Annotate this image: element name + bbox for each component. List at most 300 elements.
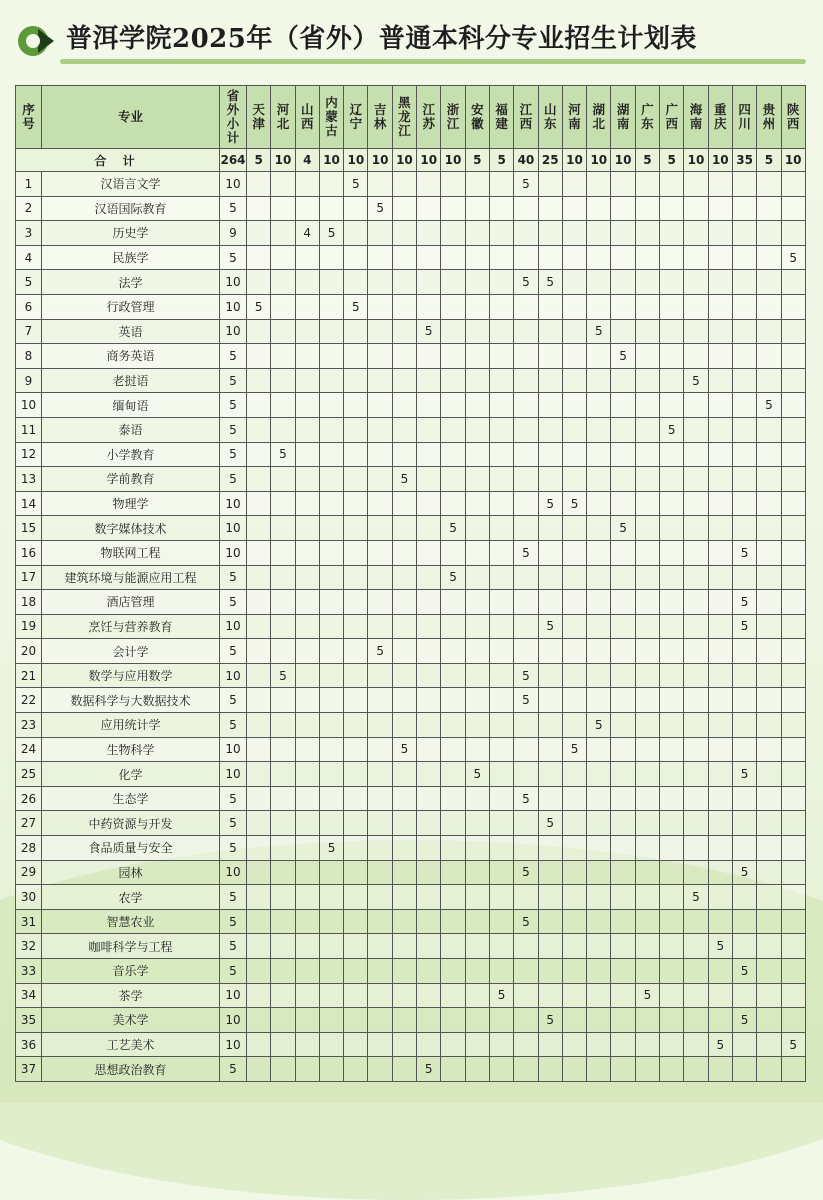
province-cell [489, 1032, 513, 1057]
province-cell [392, 319, 416, 344]
province-cell [271, 467, 295, 492]
province-cell [392, 491, 416, 516]
province-cell [441, 713, 465, 738]
province-cell [781, 565, 805, 590]
province-cell [344, 885, 368, 910]
row-major: 食品质量与安全 [42, 836, 220, 861]
page-header [0, 0, 823, 72]
row-index: 16 [16, 540, 42, 565]
row-index: 22 [16, 688, 42, 713]
province-cell [247, 860, 271, 885]
province-cell [781, 417, 805, 442]
province-cell [441, 442, 465, 467]
province-cell [392, 983, 416, 1008]
province-cell [247, 393, 271, 418]
province-cell [392, 344, 416, 369]
province-cell [611, 786, 635, 811]
row-major: 数学与应用数学 [42, 663, 220, 688]
province-cell [441, 639, 465, 664]
province-cell [441, 491, 465, 516]
province-cell: 5 [538, 614, 562, 639]
province-cell [441, 1057, 465, 1082]
header-province-text: 辽 宁 [349, 102, 363, 131]
province-cell: 5 [514, 909, 538, 934]
province-cell [489, 811, 513, 836]
province-cell [514, 737, 538, 762]
row-subtotal: 10 [220, 1008, 247, 1033]
header-province-text: 广 西 [665, 102, 678, 131]
province-cell [465, 639, 489, 664]
province-cell: 5 [732, 959, 756, 984]
province-cell [344, 565, 368, 590]
province-cell [684, 294, 708, 319]
header-province [587, 86, 611, 149]
total-province-cell: 10 [271, 149, 295, 172]
province-cell [660, 245, 684, 270]
province-cell [271, 196, 295, 221]
province-cell [587, 762, 611, 787]
province-cell: 5 [684, 368, 708, 393]
province-cell [368, 737, 392, 762]
province-cell [611, 614, 635, 639]
province-cell [562, 786, 586, 811]
province-cell [587, 688, 611, 713]
province-cell [660, 565, 684, 590]
table-row [16, 811, 806, 836]
province-cell [708, 221, 732, 246]
province-cell [732, 172, 756, 197]
province-cell [465, 688, 489, 713]
province-cell [489, 1008, 513, 1033]
province-cell: 5 [514, 786, 538, 811]
total-province-cell: 10 [611, 149, 635, 172]
province-cell [538, 909, 562, 934]
province-cell [708, 860, 732, 885]
province-cell: 5 [247, 294, 271, 319]
row-major: 智慧农业 [42, 909, 220, 934]
province-cell [660, 491, 684, 516]
row-subtotal: 5 [220, 565, 247, 590]
province-cell [660, 368, 684, 393]
province-cell [684, 983, 708, 1008]
province-cell [368, 368, 392, 393]
province-cell [562, 245, 586, 270]
province-cell: 5 [538, 811, 562, 836]
row-index: 13 [16, 467, 42, 492]
province-cell [562, 344, 586, 369]
province-cell [538, 540, 562, 565]
province-cell [295, 909, 319, 934]
province-cell [732, 786, 756, 811]
province-cell [392, 762, 416, 787]
table-row [16, 663, 806, 688]
province-cell [368, 1032, 392, 1057]
header-province [562, 86, 586, 149]
province-cell [538, 860, 562, 885]
province-cell [684, 540, 708, 565]
province-cell [781, 516, 805, 541]
province-cell [271, 172, 295, 197]
province-cell [514, 491, 538, 516]
province-cell [757, 245, 781, 270]
province-cell [732, 294, 756, 319]
province-cell [344, 467, 368, 492]
province-cell [708, 319, 732, 344]
province-cell [441, 614, 465, 639]
province-cell [514, 1032, 538, 1057]
province-cell [708, 294, 732, 319]
row-index: 6 [16, 294, 42, 319]
header-province [271, 86, 295, 149]
province-cell [489, 614, 513, 639]
row-subtotal: 5 [220, 442, 247, 467]
row-index: 23 [16, 713, 42, 738]
province-cell [708, 344, 732, 369]
row-major: 历史学 [42, 221, 220, 246]
total-province-cell: 10 [344, 149, 368, 172]
province-cell [247, 221, 271, 246]
province-cell [344, 1032, 368, 1057]
province-cell [368, 590, 392, 615]
header-province-text: 山 西 [300, 102, 314, 131]
province-cell [757, 368, 781, 393]
province-cell [708, 245, 732, 270]
total-label: 合 计 [16, 149, 220, 172]
province-cell [441, 540, 465, 565]
province-cell [660, 614, 684, 639]
province-cell [562, 639, 586, 664]
province-cell [781, 713, 805, 738]
header-province [295, 86, 319, 149]
province-cell [587, 196, 611, 221]
province-cell [417, 590, 441, 615]
province-cell [660, 393, 684, 418]
province-cell [489, 319, 513, 344]
table-row [16, 934, 806, 959]
row-subtotal: 5 [220, 467, 247, 492]
table-row [16, 688, 806, 713]
province-cell [538, 737, 562, 762]
province-cell [538, 344, 562, 369]
province-cell [514, 959, 538, 984]
province-cell [417, 983, 441, 1008]
province-cell [489, 1057, 513, 1082]
province-cell [757, 860, 781, 885]
province-cell [392, 786, 416, 811]
province-cell [417, 393, 441, 418]
province-cell [781, 885, 805, 910]
province-cell [344, 934, 368, 959]
province-cell [441, 934, 465, 959]
province-cell [271, 393, 295, 418]
row-index: 15 [16, 516, 42, 541]
province-cell [247, 270, 271, 295]
province-cell [684, 245, 708, 270]
province-cell [417, 467, 441, 492]
row-index: 24 [16, 737, 42, 762]
row-subtotal: 5 [220, 836, 247, 861]
province-cell [489, 516, 513, 541]
province-cell: 5 [368, 196, 392, 221]
province-cell [465, 491, 489, 516]
province-cell [441, 319, 465, 344]
province-cell [732, 983, 756, 1008]
header-province [660, 86, 684, 149]
province-cell [708, 762, 732, 787]
province-cell [295, 319, 319, 344]
province-cell [295, 442, 319, 467]
province-cell [247, 172, 271, 197]
province-cell [562, 860, 586, 885]
province-cell [514, 319, 538, 344]
province-cell [587, 786, 611, 811]
province-cell [417, 811, 441, 836]
row-subtotal: 5 [220, 590, 247, 615]
table-row [16, 713, 806, 738]
province-cell [489, 467, 513, 492]
province-cell [611, 885, 635, 910]
header-province [441, 86, 465, 149]
row-subtotal: 5 [220, 1057, 247, 1082]
province-cell [538, 836, 562, 861]
province-cell [611, 934, 635, 959]
province-cell: 5 [392, 737, 416, 762]
province-cell [271, 909, 295, 934]
province-cell [684, 516, 708, 541]
province-cell [295, 860, 319, 885]
province-cell [489, 245, 513, 270]
province-cell [514, 565, 538, 590]
province-cell [295, 811, 319, 836]
province-cell [489, 270, 513, 295]
province-cell [732, 639, 756, 664]
province-cell [538, 983, 562, 1008]
province-cell [757, 516, 781, 541]
province-cell [247, 934, 271, 959]
province-cell [465, 540, 489, 565]
province-cell [489, 540, 513, 565]
province-cell [684, 737, 708, 762]
province-cell [441, 270, 465, 295]
province-cell [344, 270, 368, 295]
province-cell [417, 885, 441, 910]
province-cell [587, 663, 611, 688]
province-cell [489, 663, 513, 688]
table-row [16, 172, 806, 197]
province-cell [538, 565, 562, 590]
province-cell [781, 663, 805, 688]
row-subtotal: 5 [220, 417, 247, 442]
province-cell [708, 909, 732, 934]
province-cell [562, 270, 586, 295]
province-cell [295, 934, 319, 959]
province-cell [319, 811, 343, 836]
province-cell [368, 319, 392, 344]
province-cell [271, 294, 295, 319]
province-cell [392, 590, 416, 615]
table-row [16, 590, 806, 615]
province-cell [319, 590, 343, 615]
province-cell [271, 590, 295, 615]
province-cell [538, 196, 562, 221]
row-subtotal: 5 [220, 393, 247, 418]
province-cell [611, 294, 635, 319]
header-province-text: 河 南 [568, 102, 581, 131]
province-cell [247, 1057, 271, 1082]
province-cell [660, 540, 684, 565]
province-cell [732, 909, 756, 934]
province-cell [611, 221, 635, 246]
province-cell [489, 196, 513, 221]
table-row [16, 294, 806, 319]
table-row [16, 368, 806, 393]
province-cell [489, 737, 513, 762]
table-row [16, 221, 806, 246]
page-title: 普洱学院2025年（省外）普通本科分专业招生计划表 [66, 24, 697, 54]
header-province [635, 86, 659, 149]
province-cell [247, 245, 271, 270]
province-cell [781, 442, 805, 467]
province-cell [660, 860, 684, 885]
province-cell [562, 959, 586, 984]
province-cell [392, 614, 416, 639]
province-cell [295, 245, 319, 270]
province-cell [489, 688, 513, 713]
province-cell: 5 [489, 983, 513, 1008]
province-cell [660, 344, 684, 369]
province-cell [757, 737, 781, 762]
province-cell: 5 [344, 172, 368, 197]
province-cell [489, 417, 513, 442]
province-cell [660, 836, 684, 861]
province-cell [757, 934, 781, 959]
province-cell [732, 663, 756, 688]
province-cell [514, 639, 538, 664]
province-cell [319, 663, 343, 688]
province-cell: 5 [271, 663, 295, 688]
row-major: 酒店管理 [42, 590, 220, 615]
province-cell [684, 762, 708, 787]
province-cell [368, 393, 392, 418]
total-province-cell: 5 [247, 149, 271, 172]
province-cell [392, 811, 416, 836]
province-cell [660, 516, 684, 541]
row-major: 美术学 [42, 1008, 220, 1033]
province-cell [271, 540, 295, 565]
province-cell [587, 811, 611, 836]
province-cell [635, 688, 659, 713]
province-cell [562, 368, 586, 393]
province-cell [319, 196, 343, 221]
province-cell [660, 811, 684, 836]
province-cell [271, 762, 295, 787]
province-cell [489, 639, 513, 664]
province-cell [271, 860, 295, 885]
province-cell [562, 811, 586, 836]
province-cell [344, 786, 368, 811]
total-subtotal: 264 [220, 149, 247, 172]
province-cell [538, 221, 562, 246]
province-cell [247, 713, 271, 738]
province-cell [465, 663, 489, 688]
province-cell [635, 762, 659, 787]
header-province-text: 陕 西 [786, 102, 800, 131]
province-cell [368, 344, 392, 369]
province-cell [295, 590, 319, 615]
province-cell [514, 344, 538, 369]
province-cell [708, 836, 732, 861]
row-index: 1 [16, 172, 42, 197]
province-cell [247, 885, 271, 910]
province-cell [441, 860, 465, 885]
province-cell [635, 442, 659, 467]
row-major: 中药资源与开发 [42, 811, 220, 836]
province-cell [441, 836, 465, 861]
province-cell [247, 368, 271, 393]
province-cell [514, 467, 538, 492]
province-cell [247, 959, 271, 984]
province-cell [660, 959, 684, 984]
table-row [16, 786, 806, 811]
province-cell [635, 221, 659, 246]
province-cell: 5 [562, 737, 586, 762]
province-cell [465, 983, 489, 1008]
province-cell [538, 417, 562, 442]
province-cell: 5 [514, 663, 538, 688]
row-index: 30 [16, 885, 42, 910]
province-cell [368, 959, 392, 984]
province-cell [684, 1032, 708, 1057]
province-cell: 5 [732, 860, 756, 885]
header-province-text: 浙 江 [446, 102, 460, 131]
province-cell [781, 762, 805, 787]
province-cell [465, 1057, 489, 1082]
row-subtotal: 10 [220, 762, 247, 787]
province-cell [247, 491, 271, 516]
total-province-cell: 10 [684, 149, 708, 172]
province-cell [465, 442, 489, 467]
province-cell [465, 196, 489, 221]
province-cell [562, 442, 586, 467]
province-cell [344, 245, 368, 270]
province-cell [247, 590, 271, 615]
province-cell [732, 565, 756, 590]
province-cell [635, 737, 659, 762]
province-cell [417, 565, 441, 590]
province-cell [660, 762, 684, 787]
province-cell [708, 1008, 732, 1033]
province-cell [489, 786, 513, 811]
row-index: 12 [16, 442, 42, 467]
province-cell [732, 885, 756, 910]
province-cell [344, 836, 368, 861]
province-cell [271, 1057, 295, 1082]
province-cell [781, 319, 805, 344]
province-cell [465, 172, 489, 197]
province-cell [368, 491, 392, 516]
province-cell [465, 565, 489, 590]
row-major: 泰语 [42, 417, 220, 442]
province-cell [562, 1057, 586, 1082]
province-cell [441, 786, 465, 811]
province-cell [319, 565, 343, 590]
province-cell [247, 786, 271, 811]
province-cell [611, 393, 635, 418]
province-cell [684, 713, 708, 738]
province-cell [538, 639, 562, 664]
province-cell [562, 688, 586, 713]
province-cell [708, 614, 732, 639]
